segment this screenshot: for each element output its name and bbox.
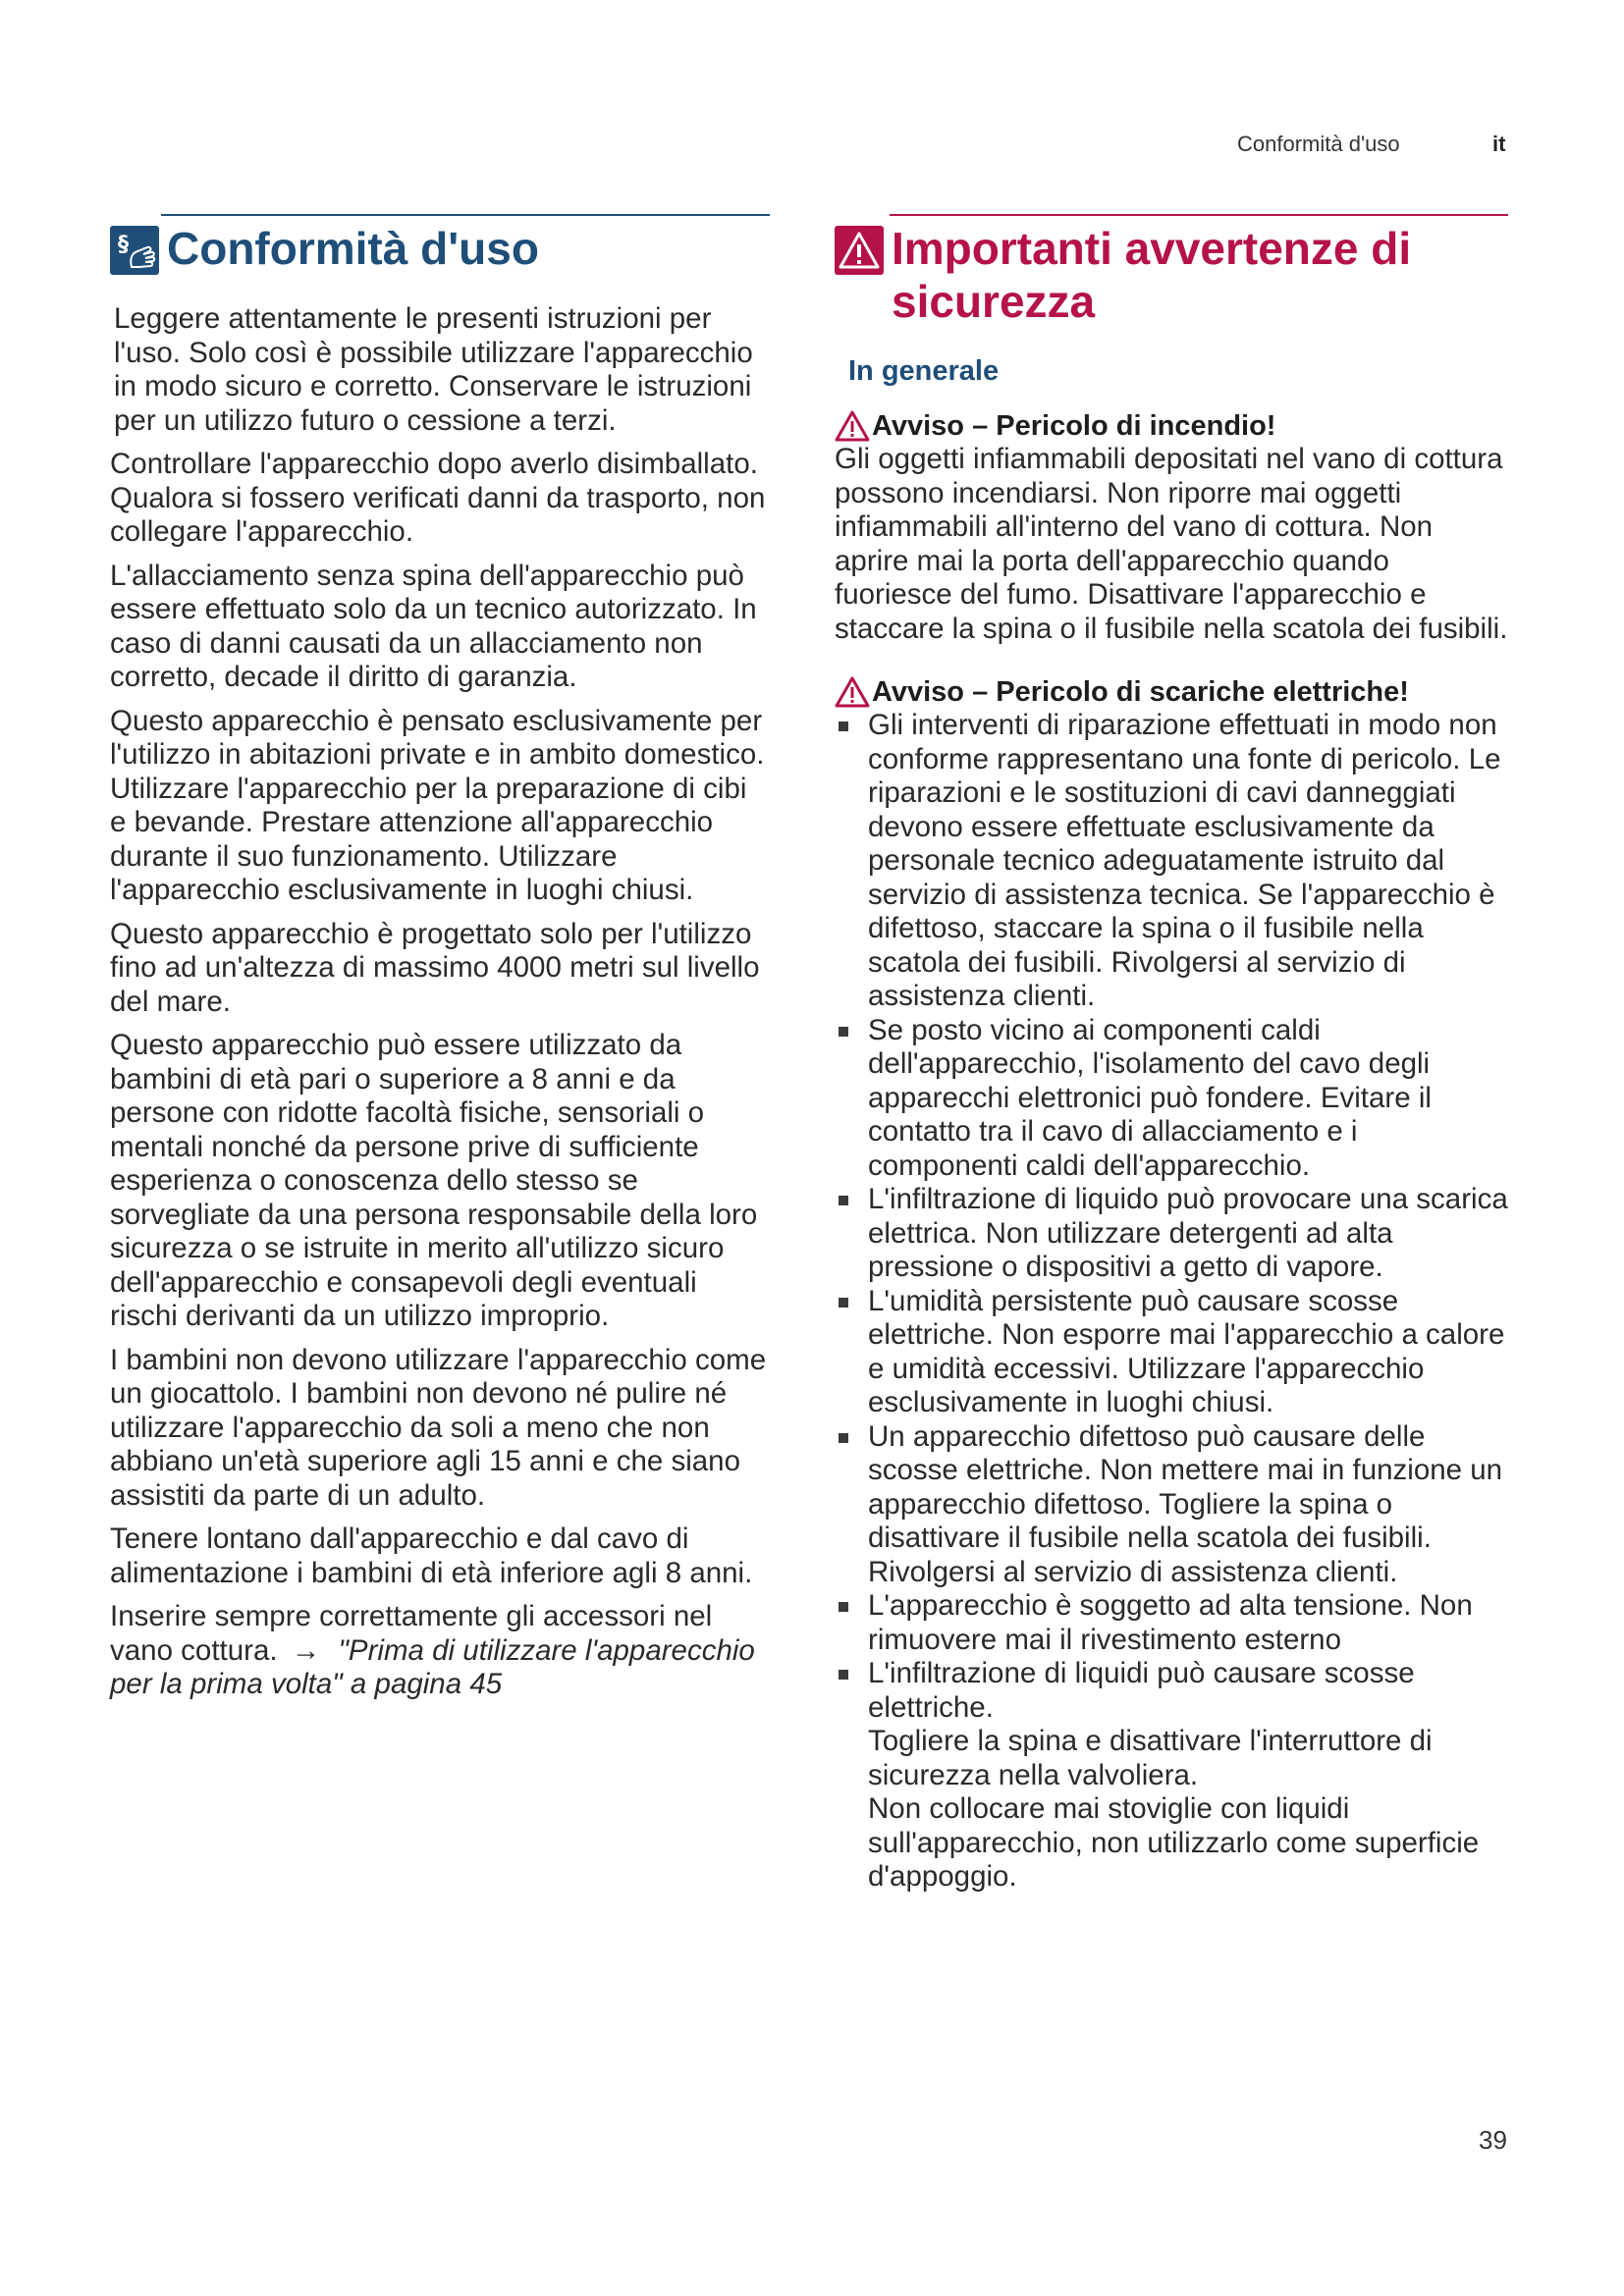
bullet-square-icon [839, 1433, 848, 1443]
warning-block-electric [835, 675, 1508, 1895]
paragraph: Questo apparecchio è progettato solo per l'utilizzo fino ad un'altezza di massimo 4000 metri sul livello del mare. [110, 917, 760, 1018]
warning-heading-text: Avviso – Pericolo di scariche elettriche! [872, 676, 1409, 708]
conformity-column [110, 214, 770, 1712]
list-item: Gli interventi di riparazione effettuati in modo non conforme rappresentano una fonte di pericolo. Le riparazioni e le sostituzioni di cavi danneggiati devono essere effettuate esclusivamente da personale tecnico adeguatamente istruito dal servizio di assistenza tecnica. Se l'apparecchio è difettoso, staccare la spina o il fusibile nella scatola dei fusibili. Rivolgersi al servizio di assistenza clienti. [835, 709, 1508, 1014]
paragraph: I bambini non devono utilizzare l'apparecchio come un giocattolo. I bambini non devono né pulire né utilizzare l'apparecchio da soli a meno che non abbiano un'età superiore agli 15 anni e che siano assistiti da parte di un adulto. [110, 1343, 767, 1512]
warning-icon [835, 226, 884, 275]
warning-triangle-icon [835, 676, 870, 708]
paragraph-text: Inserire sempre correttamente gli accessori nel vano cottura. [110, 1600, 713, 1667]
list-item: L'infiltrazione di liquidi può causare scosse elettriche. Togliere la spina e disattivare l'interruttore di sicurezza nella valvoliera. Non collocare mai stoviglie con liquidi sull'apparecchio, non utilizzarlo come superficie d'appoggio. [835, 1657, 1508, 1895]
list-item: Un apparecchio difettoso può causare delle scosse elettriche. Non mettere mai in funzione un apparecchio difettoso. Togliere la spina o disattivare il fusibile nella scatola dei fusibili. Rivolgersi al servizio di assistenza clienti. [835, 1420, 1508, 1590]
warning-triangle-icon [835, 410, 870, 442]
section-body [110, 302, 770, 1702]
running-header-title: Conformità d'uso [1237, 132, 1400, 156]
paragraph: Tenere lontano dall'apparecchio e dal cavo di alimentazione i bambini di età inferiore agli 8 anni. [110, 1522, 753, 1589]
bullet-square-icon [839, 1196, 848, 1205]
list-item: Se posto vicino ai componenti caldi dell'apparecchio, l'isolamento del cavo degli apparecchi elettronici può fondere. Evitare il contatto tra il cavo di allacciamento e i componenti caldi dell'apparecchio. [835, 1014, 1508, 1184]
section-header [835, 222, 1508, 328]
cross-reference-link[interactable]: "Prima di utilizzare l'apparecchio per la prima volta" a pagina 45 [110, 1633, 755, 1700]
section-rule [890, 214, 1508, 216]
conformity-icon [110, 226, 159, 275]
warning-heading-text: Avviso – Pericolo di incendio! [872, 410, 1276, 442]
paragraph: Controllare l'apparecchio dopo averlo disimballato. Qualora si fossero verificati danni da trasporto, non collegare l'apparecchio. [110, 448, 766, 548]
paragraph: L'allacciamento senza spina dell'apparecchio può essere effettuato solo da un tecnico autorizzato. In caso di danni causati da un allacciamento non corretto, decade il diritto di garanzia. [110, 559, 757, 693]
svg-text:§: § [118, 233, 129, 257]
list-item-continuation: Non collocare mai stoviglie con liquidi sull'apparecchio, non utilizzarlo come superficie d'appoggio. [868, 1792, 1480, 1893]
bullet-square-icon [839, 1298, 848, 1308]
paragraph: Questo apparecchio è pensato esclusivamente per l'utilizzo in abitazioni private e in ambito domestico. Utilizzare l'apparecchio per la preparazione di cibi e bevande. Prestare attenzione all'apparecchio durante il suo funzionamento. Utilizzare l'apparecchio esclusivamente in luoghi chiusi. [110, 704, 765, 906]
paragraph-with-xref [110, 1600, 770, 1702]
section-header [110, 222, 770, 275]
section-title: Conformità d'uso [167, 223, 539, 274]
paragraph: Leggere attentamente le presenti istruzioni per l'uso. Solo così è possibile utilizzare l'apparecchio in modo sicuro e corretto. Conservare le istruzioni per un utilizzo futuro o cessione a terzi. [114, 302, 753, 437]
list-item-continuation: Togliere la spina e disattivare l'interruttore di sicurezza nella valvoliera. [868, 1725, 1433, 1791]
list-item: L'umidità persistente può causare scosse elettriche. Non esporre mai l'apparecchio a calore e umidità eccessivi. Utilizzare l'apparecchio esclusivamente in luoghi chiusi. [835, 1285, 1508, 1420]
warning-heading [835, 409, 1508, 443]
list-item: L'infiltrazione di liquido può provocare una scarica elettrica. Non utilizzare detergenti ad alta pressione o dispositivi a getto di vapore. [835, 1183, 1508, 1285]
language-code: it [1492, 132, 1506, 156]
page-number: 39 [1479, 2125, 1507, 2155]
xref-arrow: → [291, 1633, 321, 1667]
safety-column [835, 214, 1508, 1895]
bullet-square-icon [839, 1602, 848, 1612]
bullet-square-icon [839, 1027, 848, 1037]
subsection-heading: In generale [848, 355, 1000, 387]
section-title: Importanti avvertenze di sicurezza [892, 223, 1412, 327]
list-item: L'apparecchio è soggetto ad alta tensione. Non rimuovere mai il rivestimento esterno [835, 1589, 1508, 1657]
warning-heading [835, 675, 1508, 709]
warning-text: Gli oggetti infiammabili depositati nel vano di cottura possono incendiarsi. Non riporre mai oggetti infiammabili all'interno del vano di cottura. Non aprire mai la porta dell'apparecchio quando fuoriesce del fumo. Disattivare l'apparecchio e staccare la spina o il fusibile nella scatola dei fusibili. [835, 443, 1508, 645]
bullet-square-icon [839, 721, 848, 731]
bullet-square-icon [839, 1670, 848, 1680]
section-rule [161, 214, 770, 216]
paragraph: Questo apparecchio può essere utilizzato da bambini di età pari o superiore a 8 anni e da persone con ridotte facoltà fisiche, sensoriali o mentali nonché da persone prive di sufficiente esperienza o conoscenza dello stesso se sorvegliate da una persona responsabile della loro sicurezza o se istruite in merito all'utilizzo sicuro dell'apparecchio e consapevoli degli eventuali rischi derivanti da un utilizzo improprio. [110, 1029, 758, 1332]
warning-bullet-list [835, 709, 1508, 1895]
warning-block-fire [835, 409, 1508, 646]
